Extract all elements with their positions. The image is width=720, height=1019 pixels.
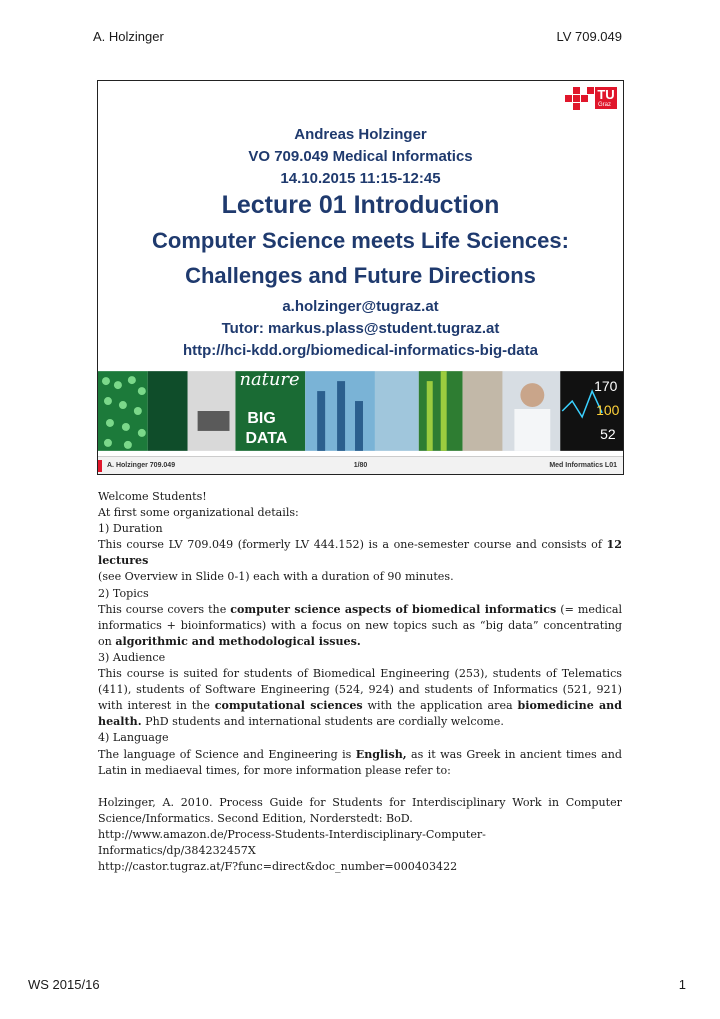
notes-url-amazon-2[interactable]: Informatics/dp/384232457X (98, 843, 256, 857)
monitor-100-label: 100 (596, 401, 620, 418)
slide-tutor: Tutor: markus.plass@student.tugraz.at (221, 320, 500, 337)
slide-image-strip (98, 371, 623, 451)
notes-url-castor[interactable]: http://castor.tugraz.at/F?func=direct&doc_number=000403422 (98, 860, 458, 874)
notes-welcome: Welcome Students! (98, 490, 207, 503)
page-footer-term: WS 2015/16 (28, 977, 100, 992)
tu-graz-logo (565, 87, 617, 111)
notes-topics-text: This course covers the computer science aspects of biomedical informatics (= medical informatics + bioinformatics) with a focus on new topics such as “big data” concentrating on algorithmic and methodological issues. (98, 602, 622, 648)
notes-reference: Holzinger, A. 2010. Process Guide for Students for Interdisciplinary Work in Computer Science/Informatics. Second Edition, Norderstedt: BoD. (98, 795, 622, 825)
notes-intro: At first some organizational details: (98, 506, 299, 520)
notes-url-amazon-1[interactable]: http://www.amazon.de/Process-Students-Interdisciplinary-Computer- (98, 827, 486, 841)
notes-duration-text: This course LV 709.049 (formerly LV 444.152) is a one-semester course and consists of 12 lectures (98, 538, 622, 568)
notes-topics-heading: 2) Topics (98, 586, 149, 600)
slide-footer-page: 1/80 (353, 462, 368, 469)
slide-lecture-title: Lecture 01 Introduction (221, 191, 500, 219)
slide-thumbnail (97, 80, 624, 475)
nature-label: nature (239, 371, 300, 391)
notes-duration-detail: (see Overview in Slide 0-1) each with a duration of 90 minutes. (98, 570, 454, 584)
slide-footer (98, 456, 623, 475)
slide-subtitle-2: Challenges and Future Directions (185, 263, 536, 288)
slide-subtitle-1: Computer Science meets Life Sciences: (152, 228, 569, 253)
notes-duration-heading: 1) Duration (98, 522, 163, 536)
slide-course: VO 709.049 Medical Informatics (248, 148, 473, 165)
slide-footer-left: A. Holzinger 709.049 (107, 462, 176, 469)
slide-email: a.holzinger@tugraz.at (282, 298, 439, 315)
notes-audience-heading: 3) Audience (98, 650, 166, 664)
page-number: 1 (678, 977, 686, 992)
data-label: DATA (245, 429, 288, 447)
speaker-notes (98, 489, 622, 875)
logo-text: TU (595, 87, 617, 109)
notes-audience-text: This course is suited for students of Biomedical Engineering (253), students of Telematics (411), students of Software Engineering (524, 924) and students of Informatics (521, 921) with interest in the computational sciences with the application area biomedicine and health. PhD students and international students are cordially welcome. (98, 667, 622, 729)
notes-language-heading: 4) Language (98, 731, 169, 745)
monitor-170-label: 170 (594, 378, 618, 395)
slide-url: http://hci-kdd.org/biomedical-informatics-big-data (182, 342, 538, 359)
monitor-52-label: 52 (600, 425, 616, 442)
big-label: BIG (247, 409, 276, 427)
page-header-course: LV 709.049 (556, 29, 622, 44)
slide-date: 14.10.2015 11:15-12:45 (280, 170, 441, 187)
notes-language-text: The language of Science and Engineering is English, as it was Greek in ancient times and Latin in mediaeval times, for more information please refer to: (98, 747, 622, 777)
slide-author: Andreas Holzinger (294, 126, 427, 143)
slide-footer-right: Med Informatics L01 (549, 462, 617, 469)
logo-subtext: Graz (598, 102, 612, 108)
page-header-author: A. Holzinger (93, 29, 164, 44)
